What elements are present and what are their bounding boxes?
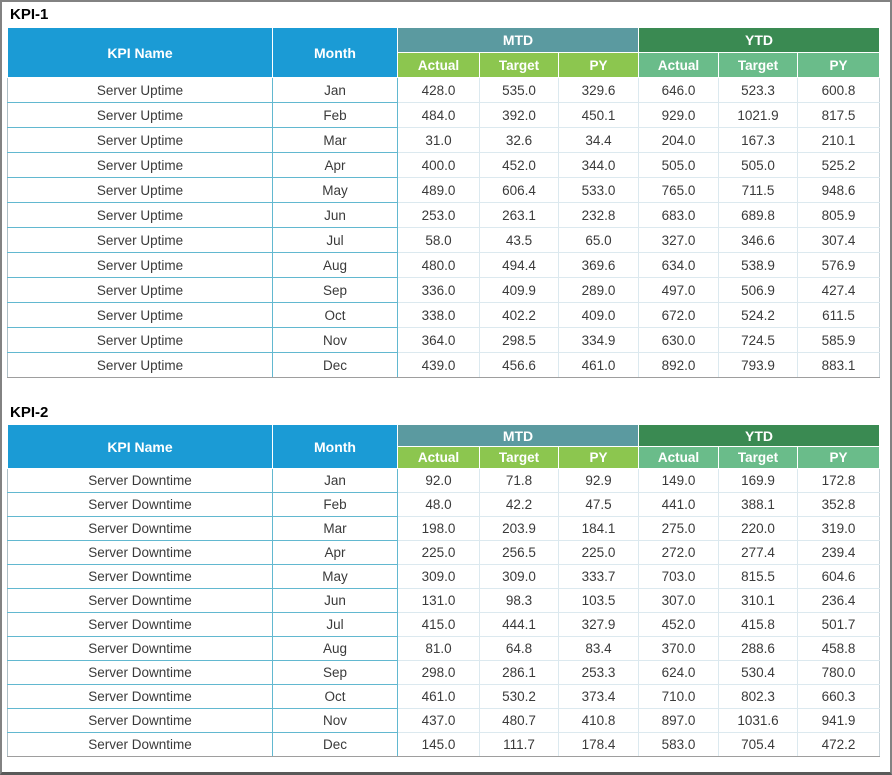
value-cell: 805.9 bbox=[798, 203, 880, 228]
value-cell: 439.0 bbox=[398, 353, 480, 378]
value-cell: 535.0 bbox=[480, 78, 559, 103]
table-row bbox=[8, 153, 880, 178]
kpi-name-cell: Server Uptime bbox=[8, 103, 273, 128]
value-cell: 172.8 bbox=[798, 469, 880, 493]
kpi-name-cell: Server Downtime bbox=[8, 709, 273, 733]
value-cell: 1031.6 bbox=[719, 709, 798, 733]
month-cell: Sep bbox=[273, 278, 398, 303]
value-cell: 275.0 bbox=[639, 517, 719, 541]
value-cell: 427.4 bbox=[798, 278, 880, 303]
value-cell: 883.1 bbox=[798, 353, 880, 378]
month-cell: Jun bbox=[273, 589, 398, 613]
value-cell: 364.0 bbox=[398, 328, 480, 353]
value-cell: 646.0 bbox=[639, 78, 719, 103]
kpi-name-cell: Server Downtime bbox=[8, 661, 273, 685]
value-cell: 256.5 bbox=[480, 541, 559, 565]
value-cell: 428.0 bbox=[398, 78, 480, 103]
value-cell: 585.9 bbox=[798, 328, 880, 353]
value-cell: 461.0 bbox=[559, 353, 639, 378]
table-row bbox=[8, 178, 880, 203]
mtd-py-header: PY bbox=[559, 53, 639, 78]
kpi-name-cell: Server Uptime bbox=[8, 253, 273, 278]
value-cell: 178.4 bbox=[559, 733, 639, 757]
kpi-name-cell: Server Downtime bbox=[8, 589, 273, 613]
mtd-target-header: Target bbox=[480, 53, 559, 78]
mtd-actual-header: Actual bbox=[398, 447, 480, 469]
value-cell: 480.7 bbox=[480, 709, 559, 733]
month-cell: May bbox=[273, 178, 398, 203]
value-cell: 64.8 bbox=[480, 637, 559, 661]
table-row bbox=[8, 517, 880, 541]
kpi2-table bbox=[7, 424, 880, 757]
kpi-name-cell: Server Downtime bbox=[8, 685, 273, 709]
value-cell: 272.0 bbox=[639, 541, 719, 565]
value-cell: 533.0 bbox=[559, 178, 639, 203]
value-cell: 167.3 bbox=[719, 128, 798, 153]
kpi1-table bbox=[7, 27, 880, 378]
value-cell: 145.0 bbox=[398, 733, 480, 757]
value-cell: 370.0 bbox=[639, 637, 719, 661]
value-cell: 437.0 bbox=[398, 709, 480, 733]
value-cell: 793.9 bbox=[719, 353, 798, 378]
month-cell: Jun bbox=[273, 203, 398, 228]
ytd-target-header: Target bbox=[719, 53, 798, 78]
value-cell: 711.5 bbox=[719, 178, 798, 203]
value-cell: 103.5 bbox=[559, 589, 639, 613]
month-column-header: Month bbox=[273, 28, 398, 78]
value-cell: 286.1 bbox=[480, 661, 559, 685]
mtd-target-header: Target bbox=[480, 447, 559, 469]
kpi-name-cell: Server Uptime bbox=[8, 328, 273, 353]
value-cell: 484.0 bbox=[398, 103, 480, 128]
value-cell: 225.0 bbox=[398, 541, 480, 565]
value-cell: 309.0 bbox=[398, 565, 480, 589]
value-cell: 489.0 bbox=[398, 178, 480, 203]
value-cell: 506.9 bbox=[719, 278, 798, 303]
value-cell: 817.5 bbox=[798, 103, 880, 128]
table-row bbox=[8, 541, 880, 565]
value-cell: 111.7 bbox=[480, 733, 559, 757]
ytd-actual-header: Actual bbox=[639, 447, 719, 469]
value-cell: 683.0 bbox=[639, 203, 719, 228]
table-row bbox=[8, 589, 880, 613]
value-cell: 307.4 bbox=[798, 228, 880, 253]
value-cell: 530.4 bbox=[719, 661, 798, 685]
value-cell: 802.3 bbox=[719, 685, 798, 709]
value-cell: 444.1 bbox=[480, 613, 559, 637]
value-cell: 83.4 bbox=[559, 637, 639, 661]
value-cell: 329.6 bbox=[559, 78, 639, 103]
ytd-target-header: Target bbox=[719, 447, 798, 469]
value-cell: 277.4 bbox=[719, 541, 798, 565]
kpi-name-column-header: KPI Name bbox=[8, 28, 273, 78]
table-row bbox=[8, 203, 880, 228]
value-cell: 232.8 bbox=[559, 203, 639, 228]
value-cell: 327.9 bbox=[559, 613, 639, 637]
table-row bbox=[8, 613, 880, 637]
value-cell: 288.6 bbox=[719, 637, 798, 661]
value-cell: 765.0 bbox=[639, 178, 719, 203]
value-cell: 1021.9 bbox=[719, 103, 798, 128]
mtd-actual-header: Actual bbox=[398, 53, 480, 78]
kpi-name-cell: Server Downtime bbox=[8, 565, 273, 589]
value-cell: 450.1 bbox=[559, 103, 639, 128]
kpi1-table-body bbox=[8, 78, 880, 378]
value-cell: 369.6 bbox=[559, 253, 639, 278]
value-cell: 373.4 bbox=[559, 685, 639, 709]
kpi-name-cell: Server Uptime bbox=[8, 78, 273, 103]
kpi-name-cell: Server Downtime bbox=[8, 613, 273, 637]
month-cell: Nov bbox=[273, 709, 398, 733]
value-cell: 338.0 bbox=[398, 303, 480, 328]
value-cell: 263.1 bbox=[480, 203, 559, 228]
value-cell: 203.9 bbox=[480, 517, 559, 541]
kpi-name-cell: Server Downtime bbox=[8, 517, 273, 541]
month-column-header: Month bbox=[273, 425, 398, 469]
kpi-name-cell: Server Uptime bbox=[8, 203, 273, 228]
kpi-name-cell: Server Downtime bbox=[8, 469, 273, 493]
value-cell: 58.0 bbox=[398, 228, 480, 253]
value-cell: 298.0 bbox=[398, 661, 480, 685]
value-cell: 600.8 bbox=[798, 78, 880, 103]
value-cell: 480.0 bbox=[398, 253, 480, 278]
value-cell: 34.4 bbox=[559, 128, 639, 153]
month-cell: Feb bbox=[273, 103, 398, 128]
value-cell: 344.0 bbox=[559, 153, 639, 178]
value-cell: 497.0 bbox=[639, 278, 719, 303]
value-cell: 253.3 bbox=[559, 661, 639, 685]
month-cell: Dec bbox=[273, 353, 398, 378]
kpi2-table-header bbox=[8, 425, 880, 469]
value-cell: 309.0 bbox=[480, 565, 559, 589]
value-cell: 472.2 bbox=[798, 733, 880, 757]
ytd-group-header: YTD bbox=[639, 425, 880, 447]
kpi1-table-header bbox=[8, 28, 880, 78]
value-cell: 43.5 bbox=[480, 228, 559, 253]
value-cell: 239.4 bbox=[798, 541, 880, 565]
value-cell: 672.0 bbox=[639, 303, 719, 328]
value-cell: 815.5 bbox=[719, 565, 798, 589]
value-cell: 65.0 bbox=[559, 228, 639, 253]
value-cell: 319.0 bbox=[798, 517, 880, 541]
kpi-name-cell: Server Downtime bbox=[8, 493, 273, 517]
kpi-name-cell: Server Uptime bbox=[8, 128, 273, 153]
value-cell: 334.9 bbox=[559, 328, 639, 353]
kpi-name-cell: Server Uptime bbox=[8, 178, 273, 203]
value-cell: 184.1 bbox=[559, 517, 639, 541]
value-cell: 897.0 bbox=[639, 709, 719, 733]
value-cell: 525.2 bbox=[798, 153, 880, 178]
value-cell: 48.0 bbox=[398, 493, 480, 517]
value-cell: 505.0 bbox=[639, 153, 719, 178]
month-cell: Jul bbox=[273, 613, 398, 637]
value-cell: 71.8 bbox=[480, 469, 559, 493]
ytd-actual-header: Actual bbox=[639, 53, 719, 78]
value-cell: 948.6 bbox=[798, 178, 880, 203]
value-cell: 336.0 bbox=[398, 278, 480, 303]
value-cell: 32.6 bbox=[480, 128, 559, 153]
month-cell: Aug bbox=[273, 637, 398, 661]
value-cell: 583.0 bbox=[639, 733, 719, 757]
value-cell: 624.0 bbox=[639, 661, 719, 685]
kpi-name-cell: Server Uptime bbox=[8, 153, 273, 178]
kpi2-table-body bbox=[8, 469, 880, 757]
value-cell: 198.0 bbox=[398, 517, 480, 541]
value-cell: 941.9 bbox=[798, 709, 880, 733]
value-cell: 523.3 bbox=[719, 78, 798, 103]
value-cell: 780.0 bbox=[798, 661, 880, 685]
mtd-group-header: MTD bbox=[398, 28, 639, 53]
month-cell: Jan bbox=[273, 469, 398, 493]
kpi1-section-title: KPI-1 bbox=[10, 6, 49, 23]
value-cell: 307.0 bbox=[639, 589, 719, 613]
value-cell: 611.5 bbox=[798, 303, 880, 328]
mtd-py-header: PY bbox=[559, 447, 639, 469]
value-cell: 92.0 bbox=[398, 469, 480, 493]
kpi-name-column-header: KPI Name bbox=[8, 425, 273, 469]
value-cell: 310.1 bbox=[719, 589, 798, 613]
table-row bbox=[8, 103, 880, 128]
kpi-name-cell: Server Uptime bbox=[8, 303, 273, 328]
kpi-name-cell: Server Uptime bbox=[8, 278, 273, 303]
month-cell: Mar bbox=[273, 128, 398, 153]
value-cell: 415.8 bbox=[719, 613, 798, 637]
value-cell: 298.5 bbox=[480, 328, 559, 353]
value-cell: 352.8 bbox=[798, 493, 880, 517]
table-row bbox=[8, 328, 880, 353]
value-cell: 606.4 bbox=[480, 178, 559, 203]
value-cell: 456.6 bbox=[480, 353, 559, 378]
value-cell: 402.2 bbox=[480, 303, 559, 328]
value-cell: 225.0 bbox=[559, 541, 639, 565]
month-cell: Sep bbox=[273, 661, 398, 685]
value-cell: 81.0 bbox=[398, 637, 480, 661]
value-cell: 410.8 bbox=[559, 709, 639, 733]
value-cell: 458.8 bbox=[798, 637, 880, 661]
month-cell: Apr bbox=[273, 153, 398, 178]
table-row bbox=[8, 353, 880, 378]
table-row bbox=[8, 685, 880, 709]
value-cell: 452.0 bbox=[639, 613, 719, 637]
value-cell: 929.0 bbox=[639, 103, 719, 128]
value-cell: 388.1 bbox=[719, 493, 798, 517]
value-cell: 169.9 bbox=[719, 469, 798, 493]
month-cell: Mar bbox=[273, 517, 398, 541]
value-cell: 724.5 bbox=[719, 328, 798, 353]
table-row bbox=[8, 469, 880, 493]
value-cell: 98.3 bbox=[480, 589, 559, 613]
table-row bbox=[8, 565, 880, 589]
month-cell: Oct bbox=[273, 303, 398, 328]
value-cell: 634.0 bbox=[639, 253, 719, 278]
month-cell: Jul bbox=[273, 228, 398, 253]
value-cell: 42.2 bbox=[480, 493, 559, 517]
value-cell: 409.9 bbox=[480, 278, 559, 303]
kpi-name-cell: Server Downtime bbox=[8, 541, 273, 565]
value-cell: 630.0 bbox=[639, 328, 719, 353]
value-cell: 131.0 bbox=[398, 589, 480, 613]
table-row bbox=[8, 228, 880, 253]
value-cell: 494.4 bbox=[480, 253, 559, 278]
kpi2-section-title: KPI-2 bbox=[10, 404, 49, 421]
month-cell: Oct bbox=[273, 685, 398, 709]
value-cell: 236.4 bbox=[798, 589, 880, 613]
kpi-name-cell: Server Uptime bbox=[8, 228, 273, 253]
kpi-name-cell: Server Downtime bbox=[8, 733, 273, 757]
value-cell: 538.9 bbox=[719, 253, 798, 278]
value-cell: 346.6 bbox=[719, 228, 798, 253]
value-cell: 415.0 bbox=[398, 613, 480, 637]
value-cell: 461.0 bbox=[398, 685, 480, 709]
ytd-py-header: PY bbox=[798, 447, 880, 469]
month-cell: May bbox=[273, 565, 398, 589]
month-cell: Nov bbox=[273, 328, 398, 353]
value-cell: 501.7 bbox=[798, 613, 880, 637]
value-cell: 530.2 bbox=[480, 685, 559, 709]
table-row bbox=[8, 637, 880, 661]
table-row bbox=[8, 493, 880, 517]
value-cell: 92.9 bbox=[559, 469, 639, 493]
month-cell: Dec bbox=[273, 733, 398, 757]
table-row bbox=[8, 661, 880, 685]
value-cell: 289.0 bbox=[559, 278, 639, 303]
kpi2-section bbox=[2, 402, 890, 757]
value-cell: 604.6 bbox=[798, 565, 880, 589]
value-cell: 505.0 bbox=[719, 153, 798, 178]
table-row bbox=[8, 278, 880, 303]
month-cell: Apr bbox=[273, 541, 398, 565]
value-cell: 149.0 bbox=[639, 469, 719, 493]
value-cell: 333.7 bbox=[559, 565, 639, 589]
kpi-name-cell: Server Uptime bbox=[8, 353, 273, 378]
value-cell: 892.0 bbox=[639, 353, 719, 378]
value-cell: 327.0 bbox=[639, 228, 719, 253]
value-cell: 210.1 bbox=[798, 128, 880, 153]
value-cell: 524.2 bbox=[719, 303, 798, 328]
table-row bbox=[8, 128, 880, 153]
value-cell: 253.0 bbox=[398, 203, 480, 228]
value-cell: 710.0 bbox=[639, 685, 719, 709]
value-cell: 452.0 bbox=[480, 153, 559, 178]
value-cell: 47.5 bbox=[559, 493, 639, 517]
ytd-py-header: PY bbox=[798, 53, 880, 78]
value-cell: 409.0 bbox=[559, 303, 639, 328]
value-cell: 705.4 bbox=[719, 733, 798, 757]
table-row bbox=[8, 733, 880, 757]
kpi1-section bbox=[2, 2, 890, 378]
month-cell: Feb bbox=[273, 493, 398, 517]
table-row bbox=[8, 303, 880, 328]
kpi-name-cell: Server Downtime bbox=[8, 637, 273, 661]
month-cell: Jan bbox=[273, 78, 398, 103]
value-cell: 660.3 bbox=[798, 685, 880, 709]
table-row bbox=[8, 709, 880, 733]
value-cell: 31.0 bbox=[398, 128, 480, 153]
value-cell: 204.0 bbox=[639, 128, 719, 153]
table-row bbox=[8, 78, 880, 103]
month-cell: Aug bbox=[273, 253, 398, 278]
value-cell: 220.0 bbox=[719, 517, 798, 541]
ytd-group-header: YTD bbox=[639, 28, 880, 53]
value-cell: 441.0 bbox=[639, 493, 719, 517]
table-row bbox=[8, 253, 880, 278]
value-cell: 703.0 bbox=[639, 565, 719, 589]
value-cell: 689.8 bbox=[719, 203, 798, 228]
mtd-group-header: MTD bbox=[398, 425, 639, 447]
value-cell: 576.9 bbox=[798, 253, 880, 278]
value-cell: 392.0 bbox=[480, 103, 559, 128]
value-cell: 400.0 bbox=[398, 153, 480, 178]
